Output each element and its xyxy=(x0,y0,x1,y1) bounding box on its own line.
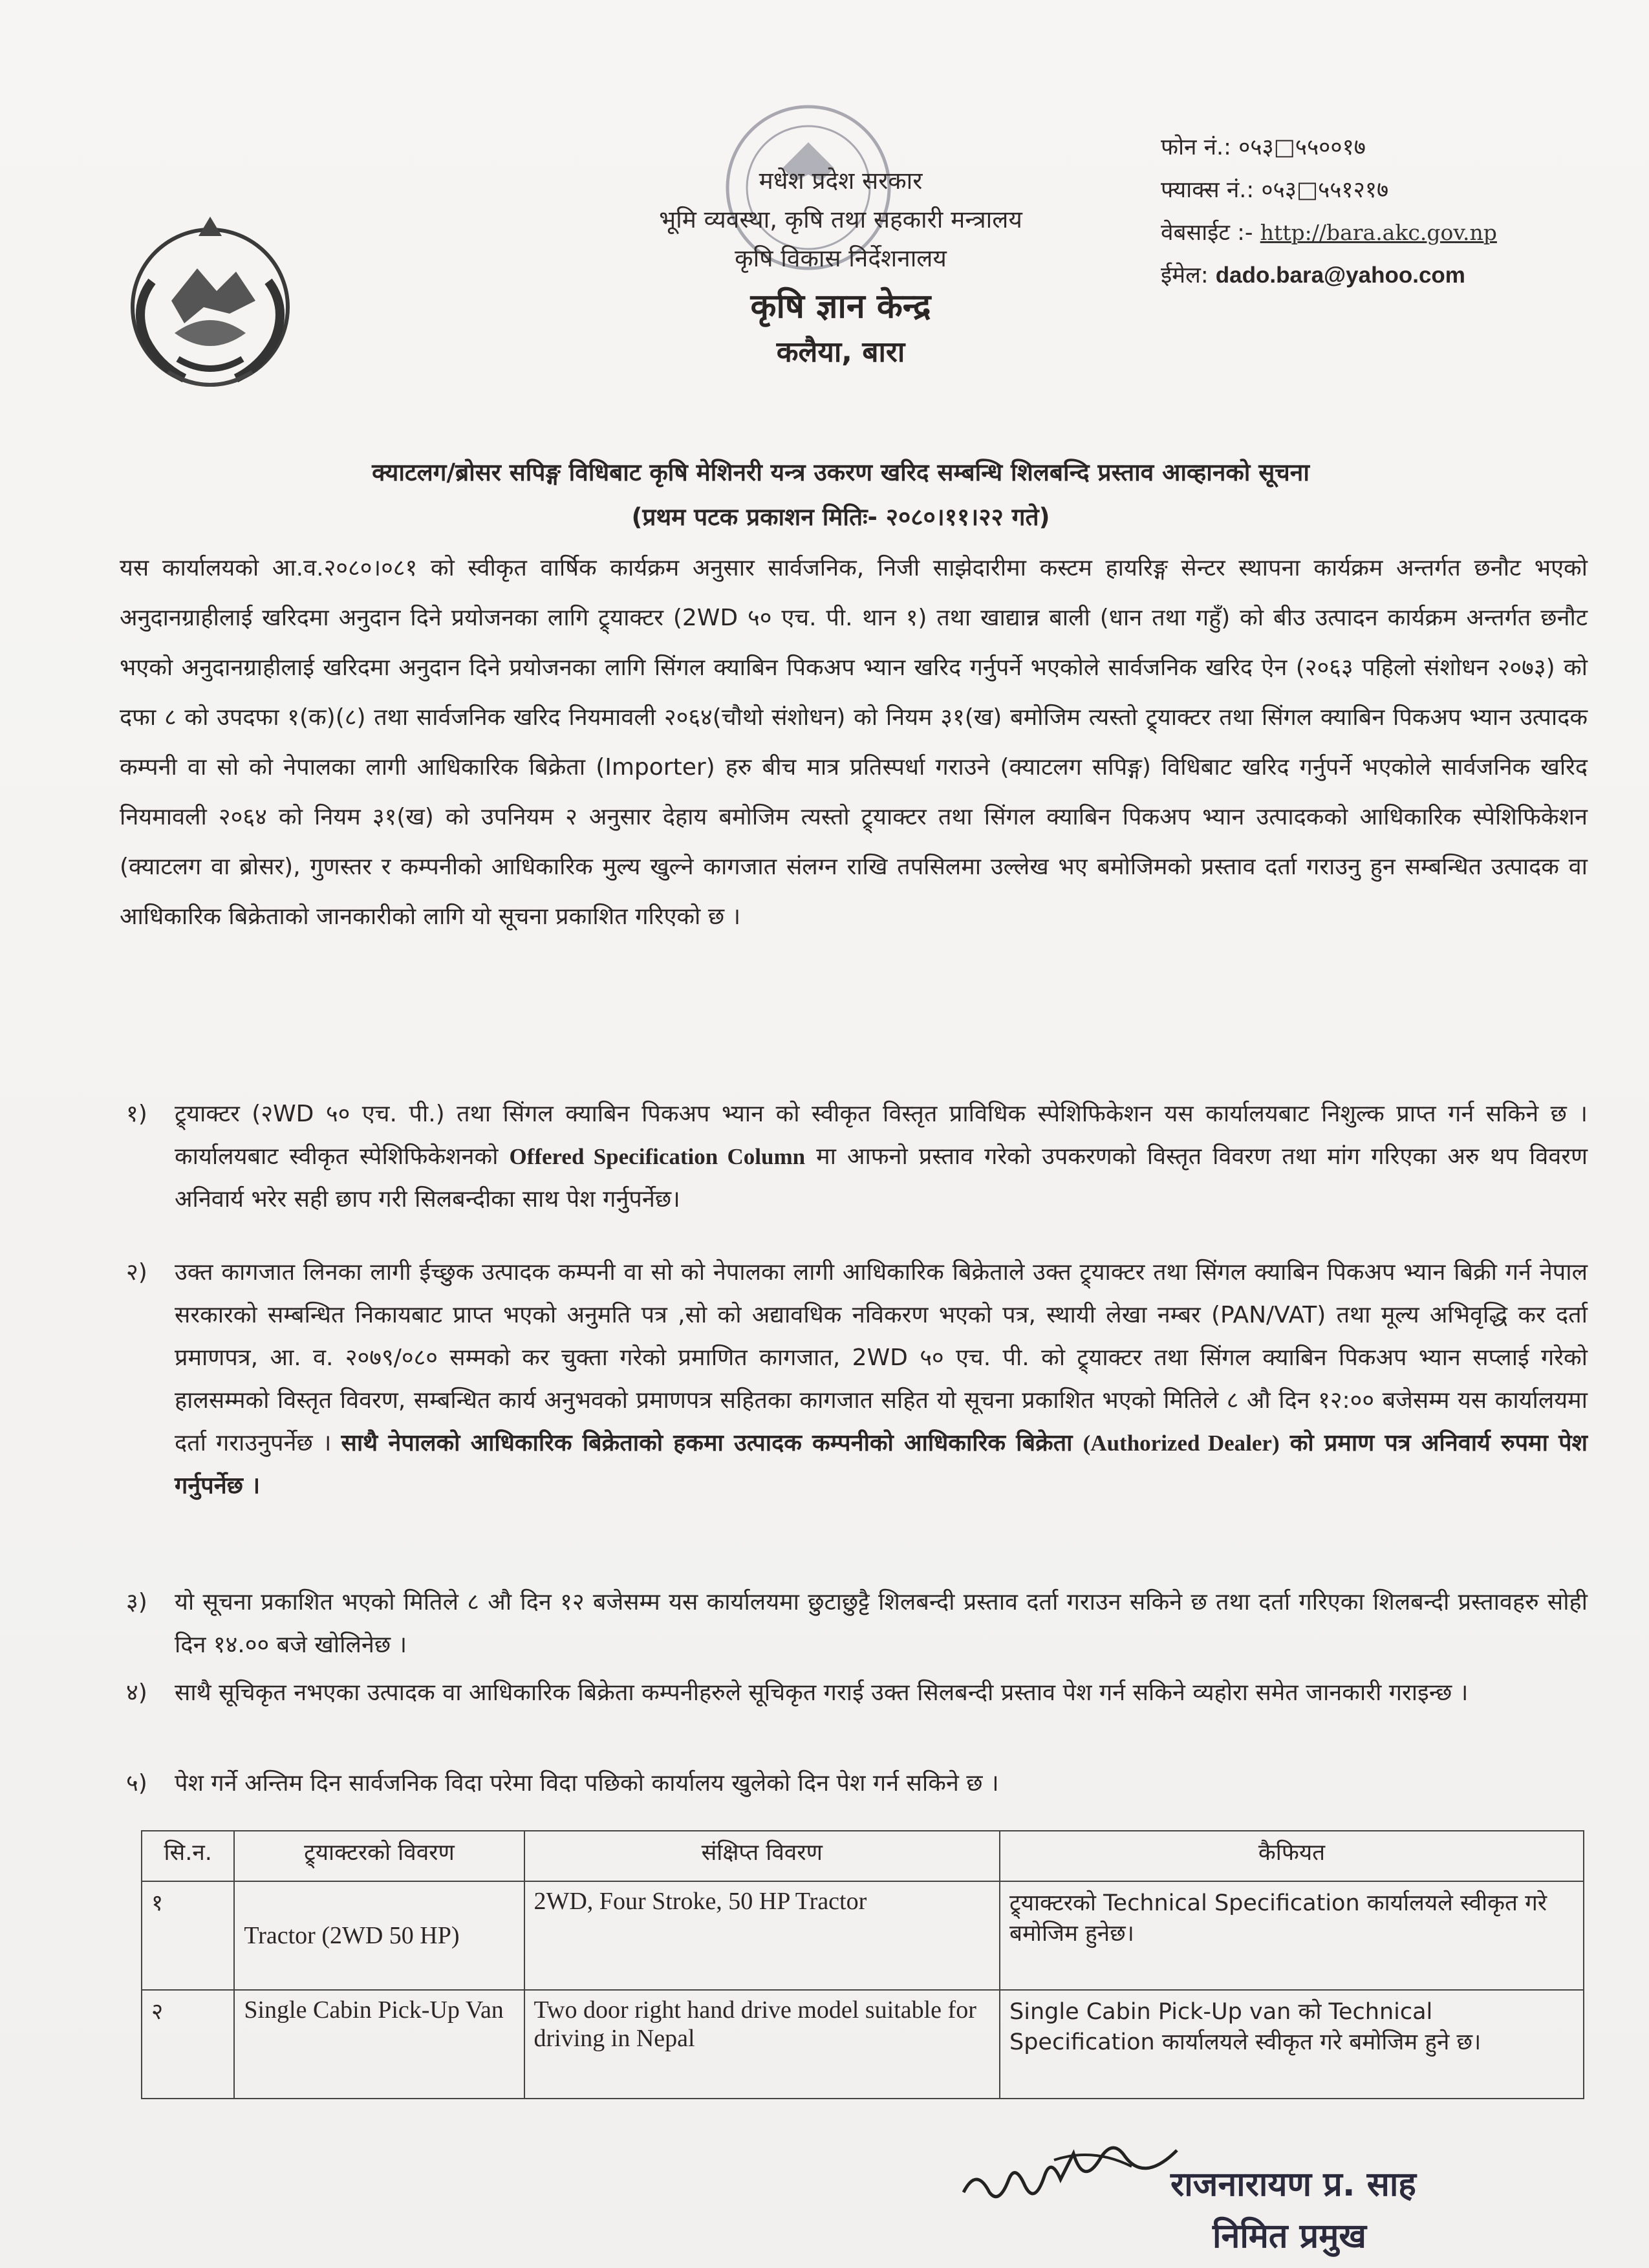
fax-row xyxy=(1161,169,1600,211)
item-number: ३) xyxy=(126,1589,147,1615)
item-number: २) xyxy=(126,1259,147,1286)
list-item xyxy=(126,1251,1588,1507)
cell-remarks: Single Cabin Pick-Up van को Technical Specification कार्यालयले स्वीकृत गरे बमोजिम हुने छ। xyxy=(1000,1990,1584,2099)
offered-spec-term: Offered Specification Column xyxy=(509,1144,806,1169)
list-item xyxy=(126,1672,1588,1714)
item-text-part: उक्त कागजात लिनका लागी ईच्छुक उत्पादक कम्पनी वा सो को नेपालका लागी आधिकारिक बिक्रेताले उक्त ट्र्याक्टर तथा सिंगल क्याबिन पिकअप भ्यान बिक्री गर्न नेपाल सरकारको सम्बन्धित निकायबाट प्राप्त भएको अनुमति पत्र ,सो को अद्यावधिक नविकरण भएको पत्र, स्थायी लेखा नम्बर (PAN/VAT) तथा मूल्य अभिवृद्धि कर दर्ता प्रमाणपत्र, आ. व. २०७९/०८० सम्मको कर चुक्ता गरेको प्रमाणित कागजात, 2WD ५० एच. पी. को ट्र्याक्टर तथा सिंगल क्याबिन पिकअप भ्यान सप्लाई गरेको हालसम्मको विस्तृत विवरण, सम्बन्धित कार्य अनुभवको प्रमाणपत्र सहितका कागजात सहित यो सूचना प्रकाशित भएको मितिले ८ औ दिन १२:०० बजेसम्म यस कार्यालयमा दर्ता गराउनुपर्नेछ । xyxy=(175,1259,1588,1456)
table-row xyxy=(142,1881,1584,1990)
phone-number: ०५३□५५००१७ xyxy=(1238,135,1366,160)
cell-brief: Two door right hand drive model suitable for driving in Nepal xyxy=(524,1990,1000,2099)
table-header-row xyxy=(142,1831,1584,1881)
table-row xyxy=(142,1990,1584,2099)
fax-number: ०५३□५५१२१७ xyxy=(1261,177,1389,203)
signatory-name: राजनारायण प्र. साह xyxy=(1170,2165,1416,2204)
item-number: १) xyxy=(126,1101,147,1127)
cell-brief: 2WD, Four Stroke, 50 HP Tractor xyxy=(524,1881,1000,1990)
list-item xyxy=(126,1093,1588,1221)
header-tractor-details: ट्र्याक्टरको विवरण xyxy=(234,1831,524,1881)
phone-label: फोन नं.: xyxy=(1161,135,1231,160)
fax-label: फ्याक्स नं.: xyxy=(1161,177,1255,203)
cell-item: Tractor (2WD 50 HP) xyxy=(234,1881,524,1990)
directorate-name: कृषि विकास निर्देशनालय xyxy=(735,244,947,272)
header-brief-details: संक्षिप्त विवरण xyxy=(524,1831,1000,1881)
authorized-dealer-term: (Authorized Dealer) xyxy=(1083,1431,1280,1456)
item-text: साथै सूचिकृत नभएका उत्पादक वा आधिकारिक बिक्रेता कम्पनीहरुले सूचिकृत गराई उक्त सिलबन्दी प्रस्ताव पेश गर्न सकिने व्यहोरा समेत जानकारी गराइन्छ । xyxy=(175,1679,1469,1706)
header-serial: सि.न. xyxy=(142,1831,234,1881)
item-number: ५) xyxy=(126,1770,147,1797)
publication-date: (प्रथम पटक प्रकाशन मितिः- २०८०।११।२२ गते) xyxy=(631,503,1050,531)
item-text-part: मा आफनो प्रस्ताव गरेको उपकरणको विस्तृत विवरण तथा मांग गरिएका अरु थप विवरण अनिवार्य भरेर सही छाप गरी सिलबन्दीका साथ पेश गर्नुपर्नेछ। xyxy=(175,1143,1588,1213)
letterhead xyxy=(453,162,1229,375)
list-item xyxy=(126,1581,1588,1667)
item-text-bold: को प्रमाण पत्र अनिवार्य रुपमा पेश गर्नुपर्नेछ । xyxy=(175,1430,1588,1499)
website-label: वेबसाईट :- xyxy=(1161,220,1253,246)
cell-serial: १ xyxy=(142,1881,234,1990)
cell-remarks: ट्र्याक्टरको Technical Specification कार्यालयले स्वीकृत गरे बमोजिम हुनेछ। xyxy=(1000,1881,1584,1990)
item-text-part: ट्र्याक्टर (२WD ५० एच. पी.) तथा सिंगल क्याबिन पिकअप भ्यान को स्वीकृत विस्तृत प्राविधिक स्पेशिफिकेशन यस कार्यालयबाट निशुल्क प्राप्त गर्न सकिने छ । कार्यालयबाट स्वीकृत स्पेशिफिकेशनको xyxy=(175,1101,1588,1170)
notice-title: क्याटलग/ब्रोसर सपिङ्ग विधिबाट कृषि मेशिनरी यन्त्र उकरण खरिद सम्बन्धि शिलबन्दि प्रस्ताव आव्हानको सूचना xyxy=(372,459,1310,486)
item-text-bold: साथै नेपालको आधिकारिक बिक्रेताको हकमा उत्पादक कम्पनीको आधिकारिक बिक्रेता xyxy=(341,1430,1083,1456)
list-item xyxy=(126,1762,1588,1805)
office-name: कृषि ज्ञान केन्द्र xyxy=(750,287,931,326)
website-row xyxy=(1161,211,1600,254)
header-remarks: कैफियत xyxy=(1000,1831,1584,1881)
item-number: ४) xyxy=(126,1679,147,1706)
item-text: पेश गर्ने अन्तिम दिन सार्वजनिक विदा परेमा विदा पछिको कार्यालय खुलेको दिन पेश गर्न सकिने छ । xyxy=(175,1770,999,1797)
phone-row xyxy=(1161,126,1600,169)
website-link[interactable]: http://bara.akc.gov.np xyxy=(1260,220,1497,245)
contact-block xyxy=(1161,126,1600,297)
nepal-emblem-icon xyxy=(113,204,307,398)
item-text xyxy=(175,1093,1588,1221)
email-address[interactable]: dado.bara@yahoo.com xyxy=(1215,263,1465,288)
email-row xyxy=(1161,254,1600,297)
notice-body: यस कार्यालयको आ.व.२०८०।०८१ को स्वीकृत वार्षिक कार्यक्रम अनुसार सार्वजनिक, निजी साझेदारीमा कस्टम हायरिङ्ग सेन्टर स्थापना कार्यक्रम अन्तर्गत छनौट भएको अनुदानग्राहीलाई खरिदमा अनुदान दिने प्रयोजनका लागि ट्र्याक्टर (2WD ५० एच. पी. थान १) तथा खाद्यान्न बाली (धान तथा गहुँ) को बीउ उत्पादन कार्यक्रम अन्तर्गत छनौट भएको अनुदानग्राहीलाई खरिदमा अनुदान दिने प्रयोजनका लागि सिंगल क्याबिन पिकअप भ्यान खरिद गर्नुपर्ने भएकोले सार्वजनिक खरिद ऐन (२०६३ पहिलो संशोधन २०७३) को दफा ८ को उपदफा १(क)(८) तथा सार्वजनिक खरिद नियमावली २०६४(चौथो संशोधन) को नियम ३१(ख) बमोजिम त्यस्तो ट्र्याक्टर तथा सिंगल क्याबिन पिकअप भ्यान उत्पादक कम्पनी वा सो को नेपालका लागी आधिकारिक बिक्रेता (Importer) हरु बीच मात्र प्रतिस्पर्धा गराउने (क्याटलग सपिङ्ग) विधिबाट खरिद गर्नुपर्ने भएकोले सार्वजनिक खरिद नियमावली २०६४ को नियम ३१(ख) को उपनियम २ अनुसार देहाय बमोजिम त्यस्तो ट्र्याक्टर तथा सिंगल क्याबिन पिकअप भ्यान उत्पादकको आधिकारिक स्पेशिफिकेशन (क्याटलग वा ब्रोसर), गुणस्तर र कम्पनीको आधिकारिक मुल्य खुल्ने कागजात संलग्न राखि तपसिलमा उल्लेख भए बमोजिमको प्रस्ताव दर्ता गराउनु हुन सम्बन्धित उत्पादक वा आधिकारिक बिक्रेताको जानकारीको लागि यो सूचना प्रकाशित गरिएको छ । xyxy=(120,555,1588,930)
item-text: यो सूचना प्रकाशित भएको मितिले ८ औ दिन १२ बजेसम्म यस कार्यालयमा छुटाछुट्टै शिलबन्दी प्रस्ताव दर्ता गराउन सकिने छ तथा दर्ता गरिएका शिलबन्दी प्रस्तावहरु सोही दिन १४.०० बजे खोलिनेछ । xyxy=(175,1589,1588,1658)
office-place: कलैया, बारा xyxy=(776,336,905,369)
item-text xyxy=(175,1251,1588,1507)
government-name: मधेश प्रदेश सरकार xyxy=(759,167,923,195)
ministry-name: भूमि व्यवस्था, कृषि तथा सहकारी मन्त्रालय xyxy=(659,206,1022,233)
specification-table xyxy=(141,1830,1584,2099)
cell-serial: २ xyxy=(142,1990,234,2099)
email-label: ईमेल: xyxy=(1161,263,1209,288)
cell-item: Single Cabin Pick-Up Van xyxy=(234,1990,524,2099)
signatory-title: निमित प्रमुख xyxy=(1212,2217,1366,2256)
